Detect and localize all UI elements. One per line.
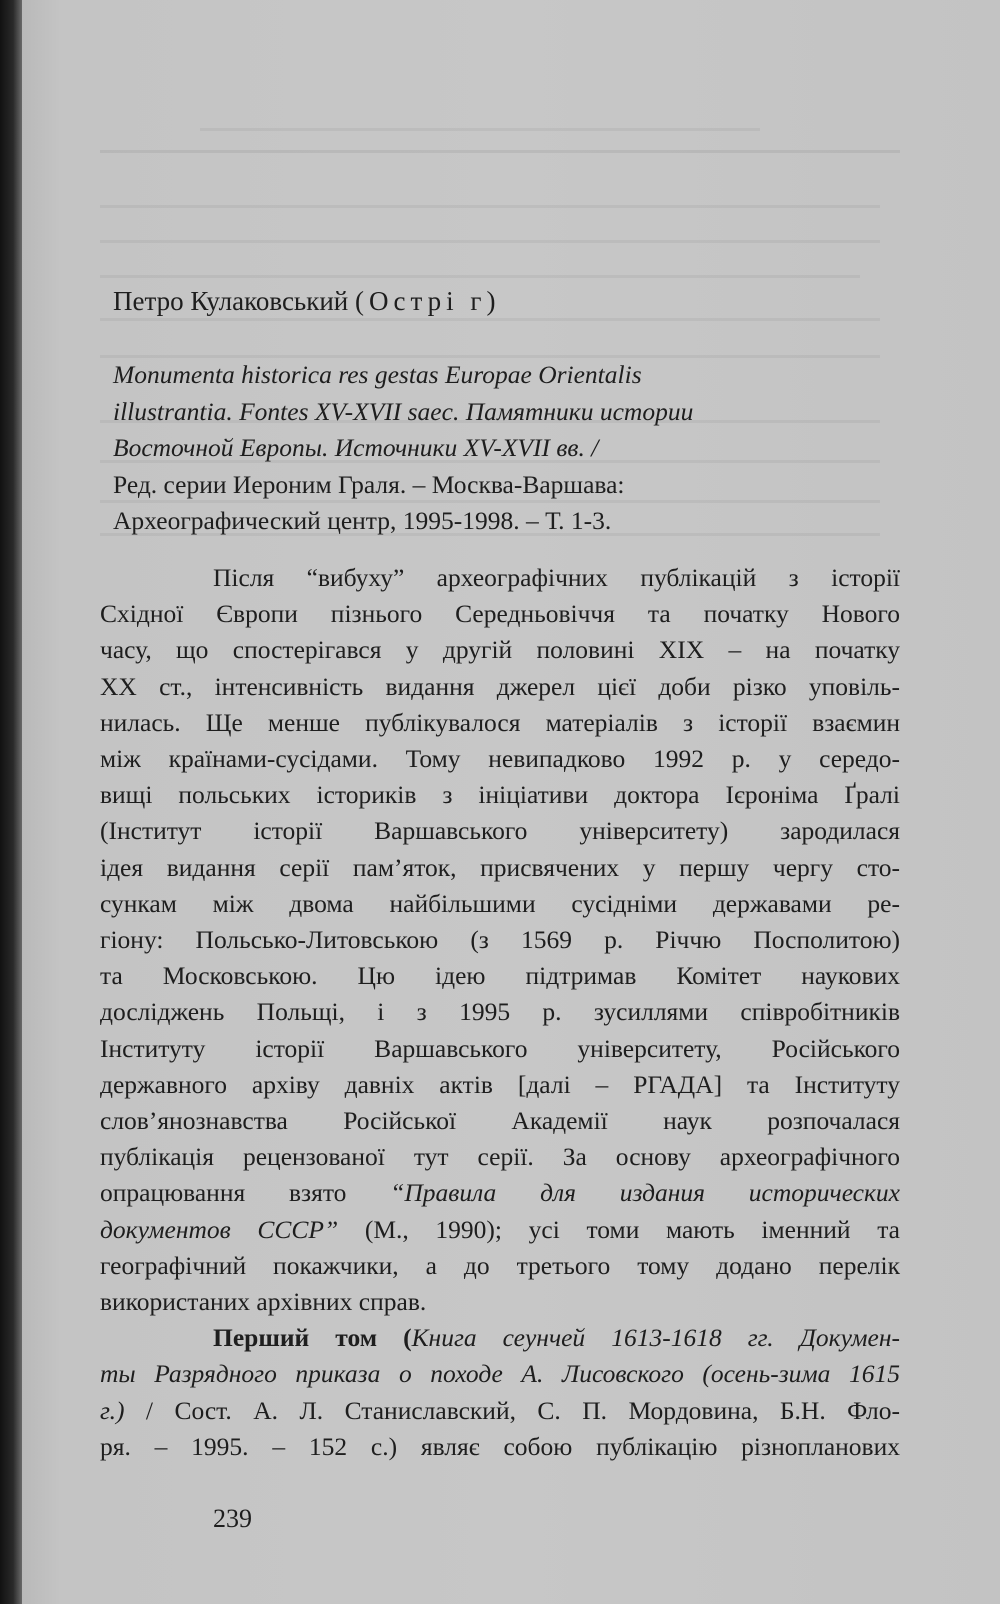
text-line-mixed xyxy=(100,1175,900,1211)
text-line: публікація рецензованої тут серії. За основу археографічного xyxy=(100,1142,900,1172)
text-line: гіону: Польсько-Литовською (з 1569 р. Річчю Посполитою) xyxy=(100,925,900,955)
text-line: Після “вибуху” археографічних публікацій з історії xyxy=(213,563,900,592)
text-line: ідея видання серії пам’яток, присвячених у першу чергу сто- xyxy=(100,852,900,882)
text-segment: (М., 1990); усі томи мають іменний та xyxy=(338,1214,900,1244)
text-segment: опрацювання взято xyxy=(100,1178,391,1208)
author-place: (Острі г) xyxy=(355,286,501,316)
text-line: ря. – 1995. – 152 с.) являє собою публікацію різнопланових xyxy=(100,1431,900,1461)
text-segment-italic: Книга сеунчей 1613-1618 гг. Докумен- xyxy=(411,1323,900,1353)
text-line: вищі польських істориків з ініціативи доктора Ієроніма Ґралі xyxy=(100,780,900,810)
text-line: Східної Європи пізнього Середньовіччя та початку Нового xyxy=(100,599,900,629)
text-line: Інституту історії Варшавського університету, Російського xyxy=(100,1033,900,1063)
text-line xyxy=(100,1356,900,1392)
text-line: ХХ ст., інтенсивність видання джерел цієї доби різко уповіль- xyxy=(100,671,900,701)
text-line: (Інститут історії Варшавського університету) зародилася xyxy=(100,816,900,846)
text-line: державного архіву давніх актів [далі – РГАДА] та Інституту xyxy=(100,1069,900,1099)
text-line: нилась. Ще менше публікувалося матеріалів з історії взаємин xyxy=(100,707,900,737)
citation-line-1: Monumenta historica res gestas Europae Orientalis xyxy=(113,360,642,389)
book-spine-shadow xyxy=(0,0,22,1604)
text-line-mixed xyxy=(100,1212,900,1248)
author-name: Петро Кулаковський xyxy=(113,286,349,316)
text-line: слов’янознавства Російської Академії наук розпочалася xyxy=(100,1106,900,1136)
text-segment: ( xyxy=(377,1323,412,1353)
text-segment-italic: документов СССР” xyxy=(100,1214,339,1244)
text-line: досліджень Польщі, і з 1995 р. зусиллями співробітників xyxy=(100,997,900,1027)
citation-line-4: Ред. серии Иероним Граля. – Москва-Варшава: xyxy=(113,469,625,499)
text-line: та Московською. Цю ідею підтримав Комітет наукових xyxy=(100,961,900,991)
citation-line-3: Восточной Европы. Источники XV-XVII вв. / xyxy=(113,433,599,462)
text-segment-italic: ты Разрядного приказа о походе А. Лисовского (осень-зима 1615 xyxy=(100,1359,900,1389)
text-line: сункам між двома найбільшими сусідніми державами ре- xyxy=(100,888,900,918)
text-line: використаних архівних справ. xyxy=(100,1287,427,1317)
text-segment-italic: г.) xyxy=(100,1395,125,1425)
volume-label: Перший том xyxy=(213,1323,378,1353)
citation-block xyxy=(113,357,803,540)
text-line: часу, що спостерігався у другій половині ХІХ – на початку xyxy=(100,635,900,665)
text-line-mixed xyxy=(100,1320,900,1356)
text-line: географічний покажчики, а до третього тому додано перелік xyxy=(100,1250,900,1280)
author-line xyxy=(113,283,500,319)
citation-line-5: Археографический центр, 1995-1998. – Т. 1-3. xyxy=(113,506,612,535)
body-text xyxy=(100,560,900,1465)
text-segment-italic: “Правила для издания исторических xyxy=(390,1178,900,1208)
text-line-mixed xyxy=(100,1393,900,1429)
text-line: між країнами-сусідами. Тому невипадково 1992 р. у середо- xyxy=(100,744,900,774)
page-number: 239 xyxy=(213,1504,252,1533)
text-segment: / Сост. А. Л. Станиславский, С. П. Мордовина, Б.Н. Фло- xyxy=(124,1395,900,1425)
citation-line-2: illustrantia. Fontes XV-XVII saec. Памятники истории xyxy=(113,396,694,426)
